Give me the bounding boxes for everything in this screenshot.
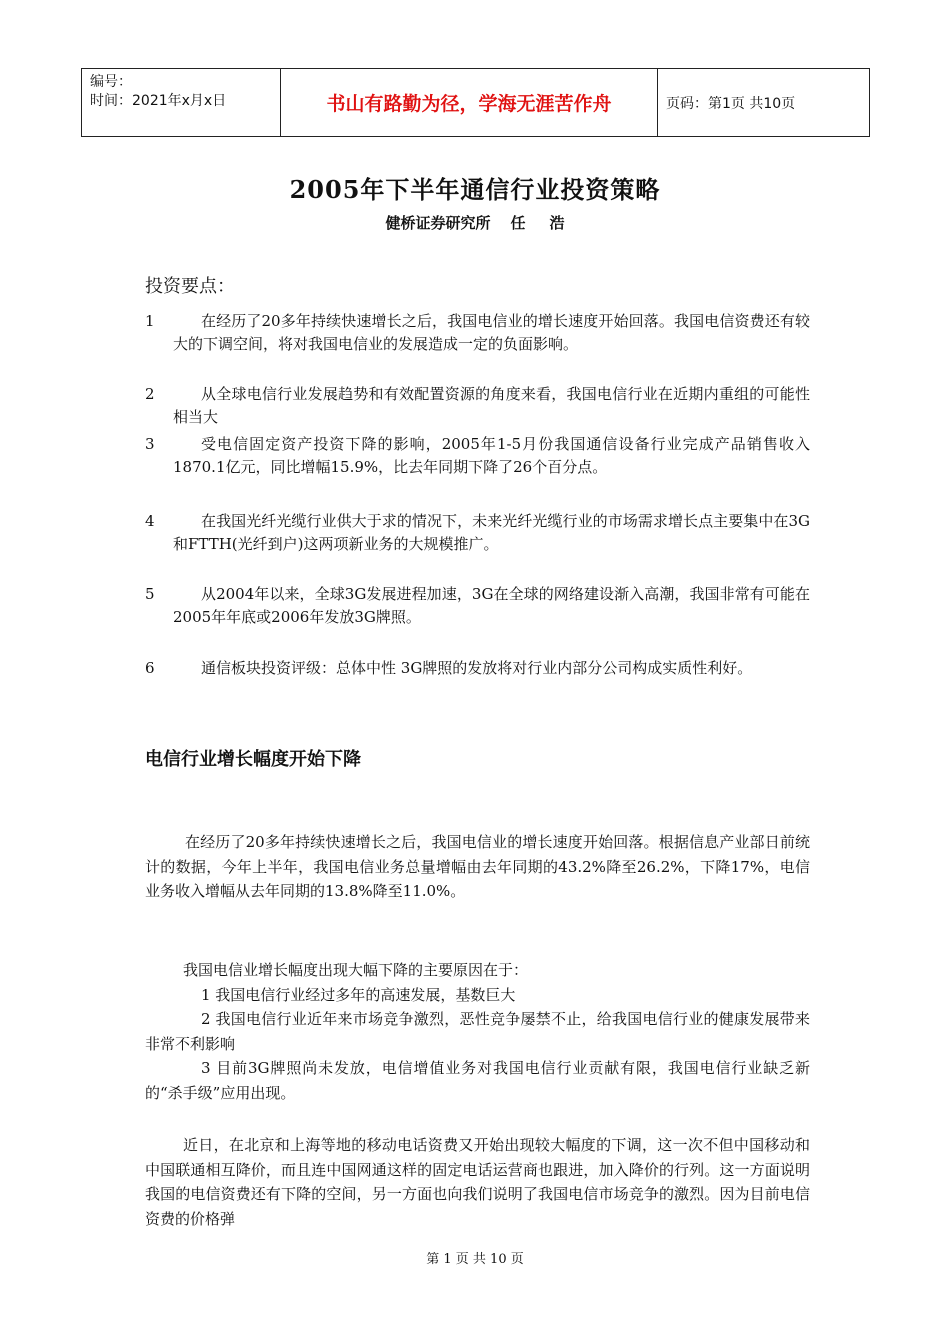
item-text: 受电信固定资产投资下降的影响，2005年1-5月份我国通信设备行业完成产品销售收入1870.1亿元，同比增幅15.9%，比去年同期下降了26个百分点。 <box>173 435 810 476</box>
item-text: 在经历了20多年持续快速增长之后，我国电信业的增长速度开始回落。我国电信资费还有较大的下调空间，将对我国电信业的发展造成一定的负面影响。 <box>173 312 810 353</box>
motto: 书山有路勤为径，学海无涯苦作舟 <box>281 69 658 136</box>
reason-1: 1 我国电信行业经过多年的高速发展，基数巨大 <box>201 986 516 1004</box>
section-heading: 电信行业增长幅度开始下降 <box>145 749 361 770</box>
header-meta <box>82 69 281 136</box>
reason-3: 3 目前3G牌照尚未发放，电信增值业务对我国电信行业贡献有限，我国电信行业缺乏新的“杀手级”应用出现。 <box>145 1059 810 1102</box>
item-number: 1 <box>145 312 155 330</box>
author-name-2: 浩 <box>549 214 565 232</box>
summary-item-4 <box>145 510 810 555</box>
author-name-1: 任 <box>510 214 526 232</box>
item-number: 5 <box>145 585 155 603</box>
header-table <box>81 68 870 137</box>
item-number: 3 <box>145 435 155 453</box>
item-text: 从2004年以来，全球3G发展进程加速，3G在全球的网络建设渐入高潮，我国非常有可能在2005年年底或2006年发放3G牌照。 <box>173 585 810 626</box>
author-org: 健桥证券研究所 <box>385 214 491 232</box>
summary-item-1 <box>145 310 810 355</box>
document-date: 时间：2021年x月x日 <box>90 93 227 109</box>
item-number: 4 <box>145 512 155 530</box>
paragraph-1: 在经历了20多年持续快速增长之后，我国电信业的增长速度开始回落。根据信息产业部日前统计的数据，今年上半年，我国电信业务总量增幅由去年同期的43.2%降至26.2%，下降17%，电信业务收入增幅从去年同期的13.8%降至11.0%。 <box>145 833 810 900</box>
page-footer: 第 1 页 共 10 页 <box>426 1252 524 1267</box>
summary-heading: 投资要点： <box>145 276 235 297</box>
paragraph-2-lead: 我国电信业增长幅度出现大幅下降的主要原因在于： <box>183 961 529 979</box>
summary-item-5 <box>145 583 810 628</box>
item-number: 6 <box>145 659 155 677</box>
item-text: 从全球电信行业发展趋势和有效配置资源的角度来看，我国电信行业在近期内重组的可能性相当大 <box>173 385 810 426</box>
paragraph-3: 近日，在北京和上海等地的移动电话资费又开始出现较大幅度的下调，这一次不但中国移动和中国联通相互降价，而且连中国网通这样的固定电话运营商也跟进，加入降价的行列。这一方面说明我国的电信资费还有下降的空间，另一方面也向我们说明了我国电信市场竞争的激烈。因为目前电信资费的价格弹 <box>145 1136 810 1228</box>
item-text: 在我国光纤光缆行业供大于求的情况下，未来光纤光缆行业的市场需求增长点主要集中在3G和FTTH(光纤到户)这两项新业务的大规模推广。 <box>173 512 810 553</box>
document-code: 编号： <box>90 74 132 90</box>
item-number: 2 <box>145 385 155 403</box>
summary-item-6 <box>145 657 810 680</box>
author-line <box>0 212 950 233</box>
reason-2: 2 我国电信行业近年来市场竞争激烈，恶性竞争屡禁不止，给我国电信行业的健康发展带来非常不利影响 <box>145 1010 810 1053</box>
summary-item-3 <box>145 433 810 478</box>
document-title: 2005年下半年通信行业投资策略 <box>289 175 661 204</box>
summary-item-2 <box>145 383 810 428</box>
page-info: 页码：第1页 共10页 <box>666 95 796 112</box>
item-text: 通信板块投资评级：总体中性 3G牌照的发放将对行业内部分公司构成实质性利好。 <box>201 659 753 677</box>
